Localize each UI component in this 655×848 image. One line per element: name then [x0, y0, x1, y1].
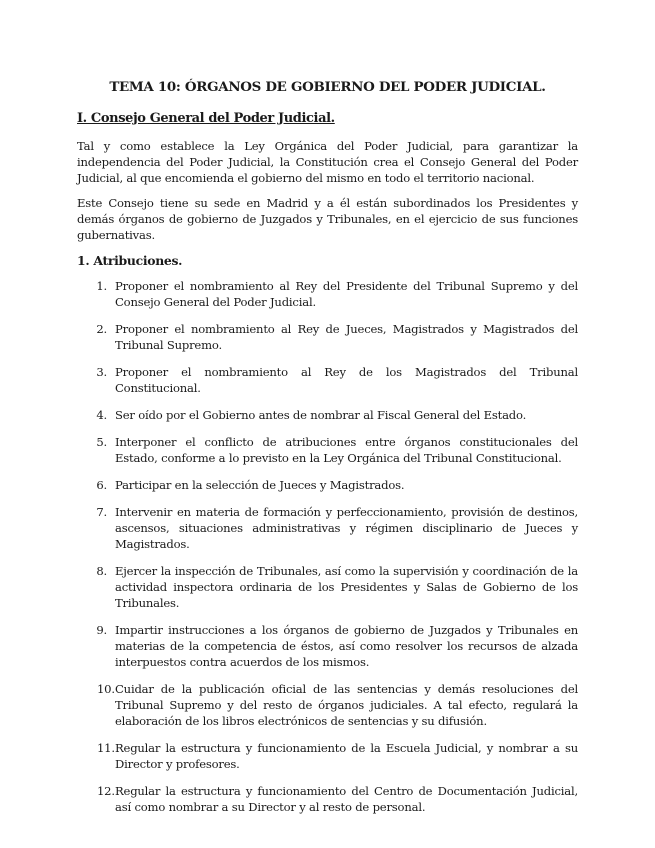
- list-item-number: 1.: [96, 279, 107, 293]
- paragraph: Tal y como establece la Ley Orgánica del Poder Judicial, para garantizar la independencia del Poder Judicial, la Constitución crea el Consejo General del Poder Judicial, al que encomienda el gobierno del mismo en todo el territorio nacional.: [77, 139, 578, 185]
- list-item: [77, 783, 578, 815]
- document-title: TEMA 10: ÓRGANOS DE GOBIERNO DEL PODER JUDICIAL.: [109, 79, 546, 95]
- list-item-text: Proponer el nombramiento al Rey del Presidente del Tribunal Supremo y del Consejo General del Poder Judicial.: [115, 279, 578, 309]
- list-item-number: 2.: [96, 322, 107, 336]
- list-item: [77, 681, 578, 729]
- list-item-text: Cuidar de la publicación oficial de las sentencias y demás resoluciones del Tribunal Supremo y del resto de órganos judiciales. A tal efecto, regulará la elaboración de los libros electrónicos de sentencias y su difusión.: [115, 682, 578, 728]
- list-item-text: Impartir instrucciones a los órganos de gobierno de Juzgados y Tribunales en materias de la competencia de éstos, así como resolver los recursos de alzada interpuestos contra acuerdos de los mismos.: [115, 623, 578, 669]
- subheading-atribuciones: 1. Atribuciones.: [77, 253, 183, 268]
- list-item: [77, 434, 578, 466]
- atribuciones-list: [77, 278, 578, 815]
- list-item-text: Ser oído por el Gobierno antes de nombrar al Fiscal General del Estado.: [115, 408, 527, 422]
- list-item: [77, 563, 578, 611]
- list-item: [77, 477, 578, 493]
- list-item: [77, 364, 578, 396]
- list-item-number: 10.: [97, 682, 115, 696]
- section-heading: I. Consejo General del Poder Judicial.: [77, 111, 335, 126]
- list-item-text: Participar en la selección de Jueces y Magistrados.: [115, 478, 405, 492]
- list-item-number: 9.: [96, 623, 107, 637]
- paragraph: Este Consejo tiene su sede en Madrid y a él están subordinados los Presidentes y demás órganos de gobierno de Juzgados y Tribunales, en el ejercicio de sus funciones gubernativas.: [77, 196, 578, 242]
- list-item-number: 6.: [96, 478, 107, 492]
- list-item-number: 11.: [97, 741, 115, 755]
- list-item-number: 7.: [96, 505, 107, 519]
- list-item-text: Regular la estructura y funcionamiento de la Escuela Judicial, y nombrar a su Director y profesores.: [115, 741, 578, 771]
- list-item: [77, 622, 578, 670]
- list-item: [77, 740, 578, 772]
- list-item-number: 5.: [96, 435, 107, 449]
- list-item-text: Regular la estructura y funcionamiento del Centro de Documentación Judicial, así como nombrar a su Director y al resto de personal.: [115, 784, 578, 814]
- list-item-number: 3.: [96, 365, 107, 379]
- list-item-number: 4.: [96, 408, 107, 422]
- list-item-text: Ejercer la inspección de Tribunales, así como la supervisión y coordinación de la actividad inspectora ordinaria de los Presidentes y Salas de Gobierno de los Tribunales.: [115, 564, 578, 610]
- list-item-text: Proponer el nombramiento al Rey de Jueces, Magistrados y Magistrados del Tribunal Supremo.: [115, 322, 578, 352]
- list-item: [77, 407, 578, 423]
- list-item: [77, 504, 578, 552]
- list-item: [77, 321, 578, 353]
- list-item-text: Intervenir en materia de formación y perfeccionamiento, provisión de destinos, ascensos, situaciones administrativas y régimen disciplinario de Jueces y Magistrados.: [115, 505, 578, 551]
- list-item-number: 8.: [96, 564, 107, 578]
- list-item-text: Interponer el conflicto de atribuciones entre órganos constitucionales del Estado, conforme a lo previsto en la Ley Orgánica del Tribunal Constitucional.: [115, 435, 578, 465]
- list-item-text: Proponer el nombramiento al Rey de los Magistrados del Tribunal Constitucional.: [115, 365, 578, 395]
- list-item-number: 12.: [97, 784, 115, 798]
- list-item: [77, 278, 578, 310]
